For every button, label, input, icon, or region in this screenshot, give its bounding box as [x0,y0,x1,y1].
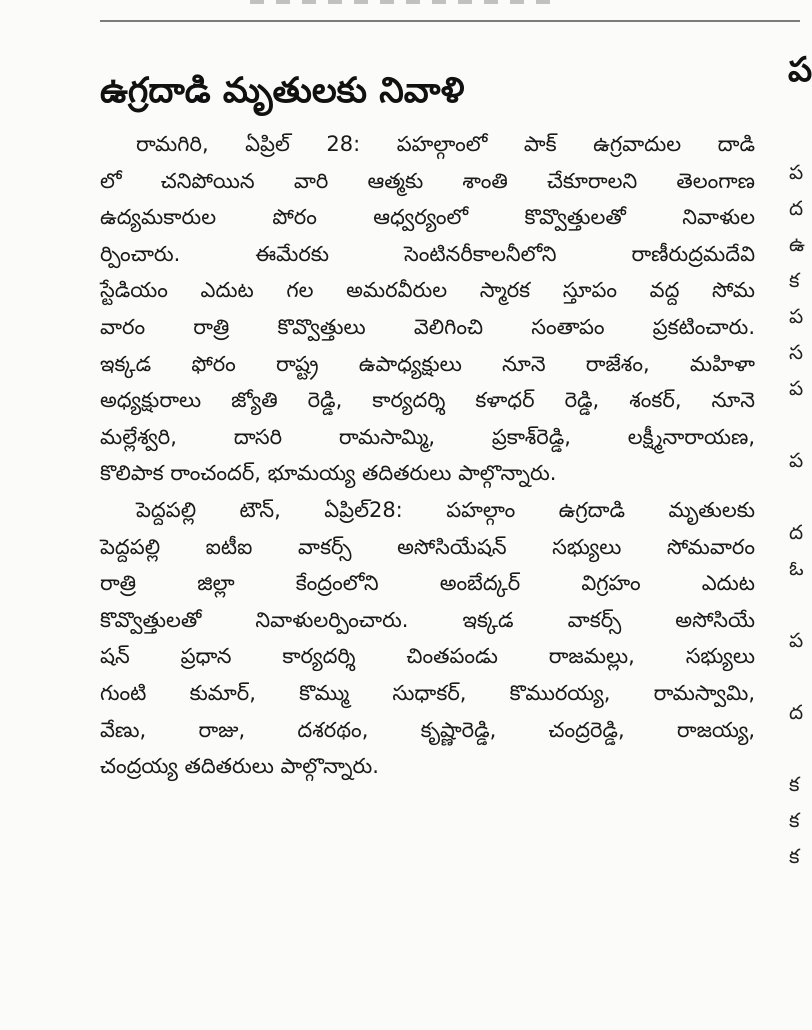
neighbor-glyph: ప [789,304,804,328]
neighbor-column-rule [785,20,800,22]
article-line: ర్పించారు. ఈమేరకు సెంటినరీకాలనీలోని రాణీరుద్రమదేవి [100,241,755,266]
article-line: మల్లేశ్వరి, దాసరి రామసామ్మి, ప్రకాశ్‌రెడ్డి, లక్ష్మీనారాయణ, [100,424,755,449]
neighbor-glyph: క [789,268,800,292]
article-line: అధ్యక్షురాలు జ్యోతి రెడ్డి, కార్యదర్శి కళాధర్ రెడ్డి, శంకర్, నూనె [100,388,755,413]
article-line: ఇక్కడ ఫోరం రాష్ట్ర ఉపాధ్యక్షులు నూనె రాజేశం, మహిళా [100,351,755,376]
neighbor-glyph: క [789,844,800,868]
article-line: కొలిపాక రాంచందర్, భూమయ్య తదితరులు పాల్గొన్నారు. [100,461,557,486]
paragraph-ramagiri [100,126,755,492]
article-line: స్టేడియం ఎదుట గల అమరవీరుల స్మారక స్తూపం వద్ద సోమ [100,278,755,303]
neighbor-headline-fragment: ప [788,50,812,90]
column-top-rule [100,20,785,22]
neighbor-column-fragment [785,0,812,1030]
article-line: గుంటి కుమార్, కొమ్ము సుధాకర్, కొమురయ్య, రామస్వామి, [100,680,755,705]
neighbor-glyph: ఉ [789,232,805,256]
article-line: చంద్రయ్య తదితరులు పాల్గొన్నారు. [100,754,379,779]
article-line: ఉద్యమకారుల పోరం ఆధ్వర్యంలో కొవ్వొత్తులతో నివాళుల [100,205,755,230]
neighbor-glyph: ప [789,628,804,652]
article-line: పెద్దపల్లి ఐటీఐ వాకర్స్ అసోసియేషన్ సభ్యులు సోమవారం [100,534,755,559]
neighbor-glyph: ద [789,196,804,220]
article-line: పెద్దపల్లి టౌన్, ఏప్రిల్28: పహల్గాం ఉగ్రదాడి మృతులకు [136,497,755,522]
neighbor-glyph: ప [789,448,804,472]
paragraph-peddapalli [100,492,755,785]
article-line: రాత్రి జిల్లా కేంద్రంలోని అంబేద్కర్ విగ్రహం ఎదుట [100,571,755,596]
neighbor-glyph: క [789,808,800,832]
article-line: రామగిరి, ఏప్రిల్ 28: పహల్గాంలో పాక్ ఉగ్రవాదుల దాడి [136,132,755,156]
neighbor-glyph: ప [789,376,804,400]
article-body [100,126,755,785]
neighbor-glyph: ఓ [789,556,804,580]
article-line: వేణు, రాజు, దశరథం, కృష్ణారెడ్డి, చంద్రరెడ్డి, రాజయ్య, [100,717,755,742]
article-line: కొవ్వొత్తులతో నివాళులర్పించారు. ఇక్కడ వాకర్స్ అసోసియే [100,607,755,632]
neighbor-glyph: క [789,772,800,796]
neighbor-glyph: ద [789,700,804,724]
article-headline: ఉగ్రదాడి మృతులకు నివాళి [100,71,465,112]
neighbor-glyph: స [789,340,804,364]
article-line: షన్ ప్రధాన కార్యదర్శి చింతపండు రాజమల్లు, సభ్యులు [100,644,755,669]
article-line: లో చనిపోయిన వారి ఆత్మకు శాంతి చేకూరాలని తెలంగాణ [100,168,755,193]
article-line: వారం రాత్రి కొవ్వొత్తులు వెలిగించి సంతాపం ప్రకటించారు. [100,314,755,339]
neighbor-glyph: ద [789,520,804,544]
previous-article-fragment [250,0,550,4]
neighbor-glyph: ప [789,160,804,184]
